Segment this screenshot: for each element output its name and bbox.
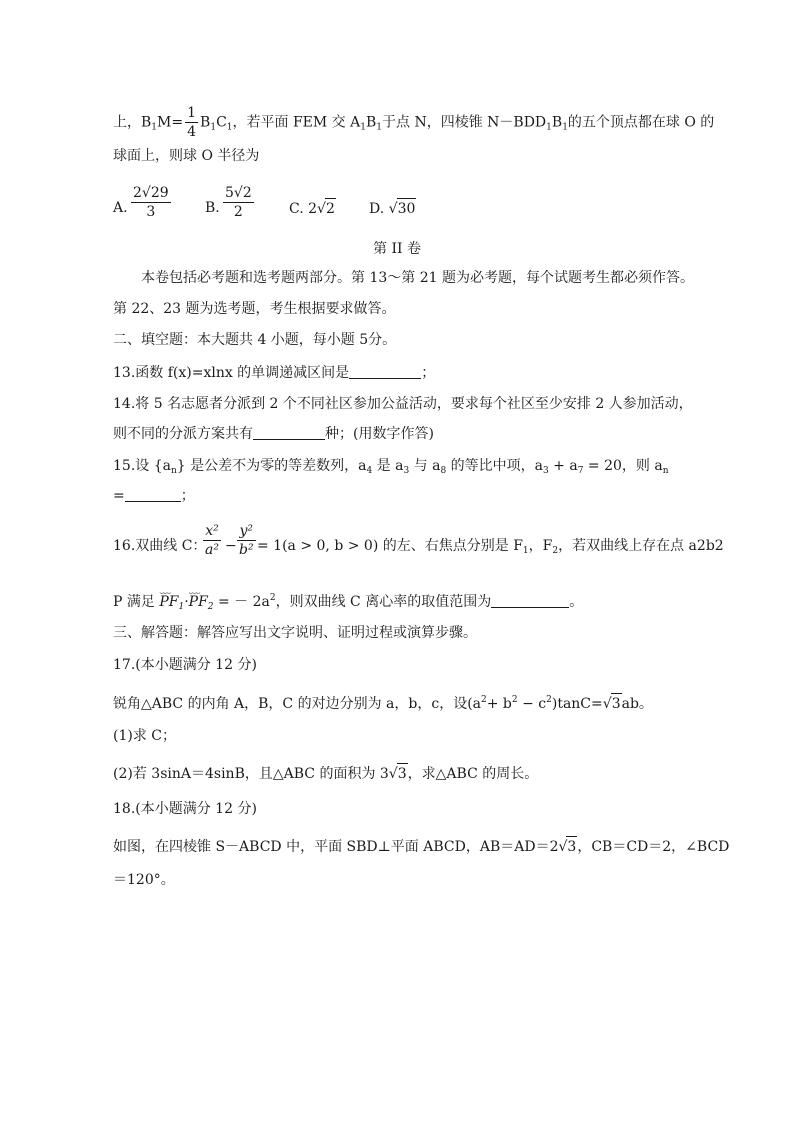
fraction-numerator: 2√29 [133,185,169,201]
intro-line1: 本卷包括必考题和选考题两部分。第 13～第 21 题为必考题，每个试题考生都必须作答。 [141,270,694,286]
question-14-text: 则不同的分派方案共有 [113,426,253,442]
question-18-line2: ＝120°。 [113,872,175,888]
q12-line1 [113,104,714,141]
subscript: 2 [207,602,214,612]
sqrt-radicand: 3 [611,693,622,714]
fraction-numerator: y² [237,522,256,541]
option-d-label: D. [369,201,385,217]
question-15-text: + a [548,458,578,474]
question-17-part1: (1)求 C； [113,728,176,744]
question-16-text: 16.双曲线 C： [113,538,207,554]
vector-label: PF [159,594,179,610]
question-15-line2 [113,486,195,506]
option-b-label: B. [205,200,220,216]
question-15-text: 与 a [409,458,441,474]
answer-blank[interactable] [253,425,325,440]
vector-pf1 [159,592,184,617]
question-18-line1: 如图，在四棱锥 S－ABCD 中，平面 SBD⊥平面 ABCD，AB＝AD＝2√3，CB＝CD＝2，∠BCD [113,836,729,857]
subscript: 1 [522,546,529,556]
question-15-line1 [113,456,668,481]
question-14-line2 [113,424,434,444]
question-16-rest [257,536,724,561]
question-13-text: 13.函数 f(x)=xlnx 的单调递减区间是 [113,365,350,381]
q12-text: 的五个顶点都在球 O 的 [567,114,715,131]
vector-label: PF [188,594,208,610]
option-b-value [223,184,254,221]
fraction-numerator: 5√2 [225,185,252,201]
sqrt-radicand: 3 [566,836,577,857]
hyperbola-x-term [203,522,221,559]
hyperbola-y-term [237,522,256,559]
answer-blank[interactable] [491,593,569,608]
fraction-denominator: 2 [233,204,243,220]
fraction-denominator: 4 [187,124,197,140]
subscript: 3 [542,466,549,476]
question-16-text: ，若双曲线上存在点 a2b2 [558,538,724,554]
question-17-text: (2)若 3sinA＝4sinB，且△ABC 的面积为 3 [113,766,389,782]
question-15-end: ； [180,488,195,504]
fraction-numerator: x² [203,522,221,541]
subscript: 1 [562,122,568,133]
subscript: 1 [178,602,185,612]
question-16-text: ，则双曲线 C 离心率的取值范围为 [275,594,492,610]
subscript: 3 [403,466,410,476]
q12-text: C [216,114,227,131]
subscript: 1 [226,122,233,133]
fill-in-heading: 二、填空题：本大题共 4 小题，每小题 5分。 [113,332,397,348]
q12-text: 于点 N，四棱锥 N－BDD [382,114,547,131]
q12-text: B [365,114,377,131]
sqrt-radicand: 3 [397,763,408,784]
subscript: 4 [366,466,373,476]
question-17-text: − c [517,696,547,712]
question-16-text: P 满足 [113,594,160,610]
q12-text: M= [157,114,184,131]
answer-blank[interactable] [125,487,181,502]
question-16-line2: P 满足 ⌣⌣⌣ $PF_1\cdot⌣⌣⌣$ $PF_2$ = － $2a^2$，则双曲线 C 离心率的取值范围为 。 [113,588,583,617]
superscript: 2 [269,593,276,603]
subscript: 8 [440,466,447,476]
question-16-text: = 1(a > 0, b > 0) 的左、右焦点分别是 F [257,538,523,554]
question-17-statement: 锐角△ABC 的内角 A，B，C 的对边分别为 a，b，c，设$(a^2+ b^2 - c^2)\tan C=√3ab$。 [113,695,653,712]
sqrt-radicand: 2 [325,198,336,219]
fraction-denominator: b² [239,542,254,558]
question-16-text: = － 2a [213,594,270,610]
question-17-text: 锐角△ABC 的内角 A，B，C 的对边分别为 a，b，c，设(a [113,696,482,712]
question-13-end: ； [421,365,436,381]
q12-text: 上，B [113,114,152,131]
section-title: 第 II 卷 [373,241,421,257]
question-15-text: 的等比中项，a [446,458,543,474]
subscript: 1 [151,122,158,133]
subscript: 7 [577,466,584,476]
q12-text: B [551,114,563,131]
question-15-text: = [113,488,125,504]
question-14-end: 种；(用数字作答) [325,426,434,442]
option-d: D. √30 [369,198,416,219]
fraction-denominator: 3 [146,204,156,220]
question-15-text: 15.设 {a [113,458,171,474]
question-14-line1: 14.将 5 名志愿者分派到 2 个不同社区参加公益活动，要求每个社区至少安排 2 人参加活动， [113,396,693,412]
q12-text: B [200,114,211,131]
vector-pf2 [189,592,214,617]
sqrt-radicand: 30 [397,198,417,219]
question-17-text: )tanC= [551,696,603,712]
intro-line2: 第 22、23 题为选考题，考生根据要求做答。 [113,301,396,317]
subscript: 1 [360,122,366,133]
option-a-label: A. [113,200,128,216]
subscript: 1 [210,122,217,133]
question-15-text: } 是公差不为零的等差数列，a [176,458,367,474]
question-13 [113,363,435,383]
option-c: C. 2√2 [289,198,336,219]
subscript: 1 [546,122,552,133]
question-17-text: ，求△ABC 的周长。 [407,766,539,782]
q12-fraction [185,104,198,141]
superscript: 2 [481,695,487,705]
answer-blank[interactable] [349,364,421,379]
question-17-part2: (2)若 3sinA＝4sinB，且△ABC 的面积为 3√3，求△ABC 的周长。 [113,763,538,784]
question-17-heading: 17.(本小题满分 12 分) [113,657,257,673]
question-18-text: 如图，在四棱锥 S－ABCD 中，平面 SBD⊥平面 ABCD，AB＝AD＝2 [113,839,559,855]
superscript: 2 [546,695,552,705]
question-15-text: 是 a [372,458,404,474]
question-16-text: ，F [528,538,553,554]
superscript: 2 [511,695,518,705]
subscript: n [170,466,177,476]
option-c-label: C. 2 [289,201,318,217]
subscript: n [662,466,669,476]
question-18-heading: 18.(本小题满分 12 分) [113,801,257,817]
question-18-text: ，CB＝CD＝2，∠BCD [577,839,730,855]
question-17-text: + b [486,696,512,712]
minus-sign: − [225,538,237,554]
question-15-text: = 20，则 a [583,458,663,474]
fraction-denominator: a² [205,542,219,558]
q12-text: ，若平面 FEM 交 A [232,114,361,131]
subscript: 1 [376,122,383,133]
subscript: 2 [552,546,559,556]
solution-heading: 三、解答题：解答应写出文字说明、证明过程或演算步骤。 [113,625,477,641]
question-17-text: ab。 [621,696,653,712]
option-a-value [131,184,171,221]
q12-line2: 球面上，则球 O 半径为 [113,148,260,164]
question-16-end: 。 [569,594,584,610]
fraction-numerator: 1 [187,105,197,121]
